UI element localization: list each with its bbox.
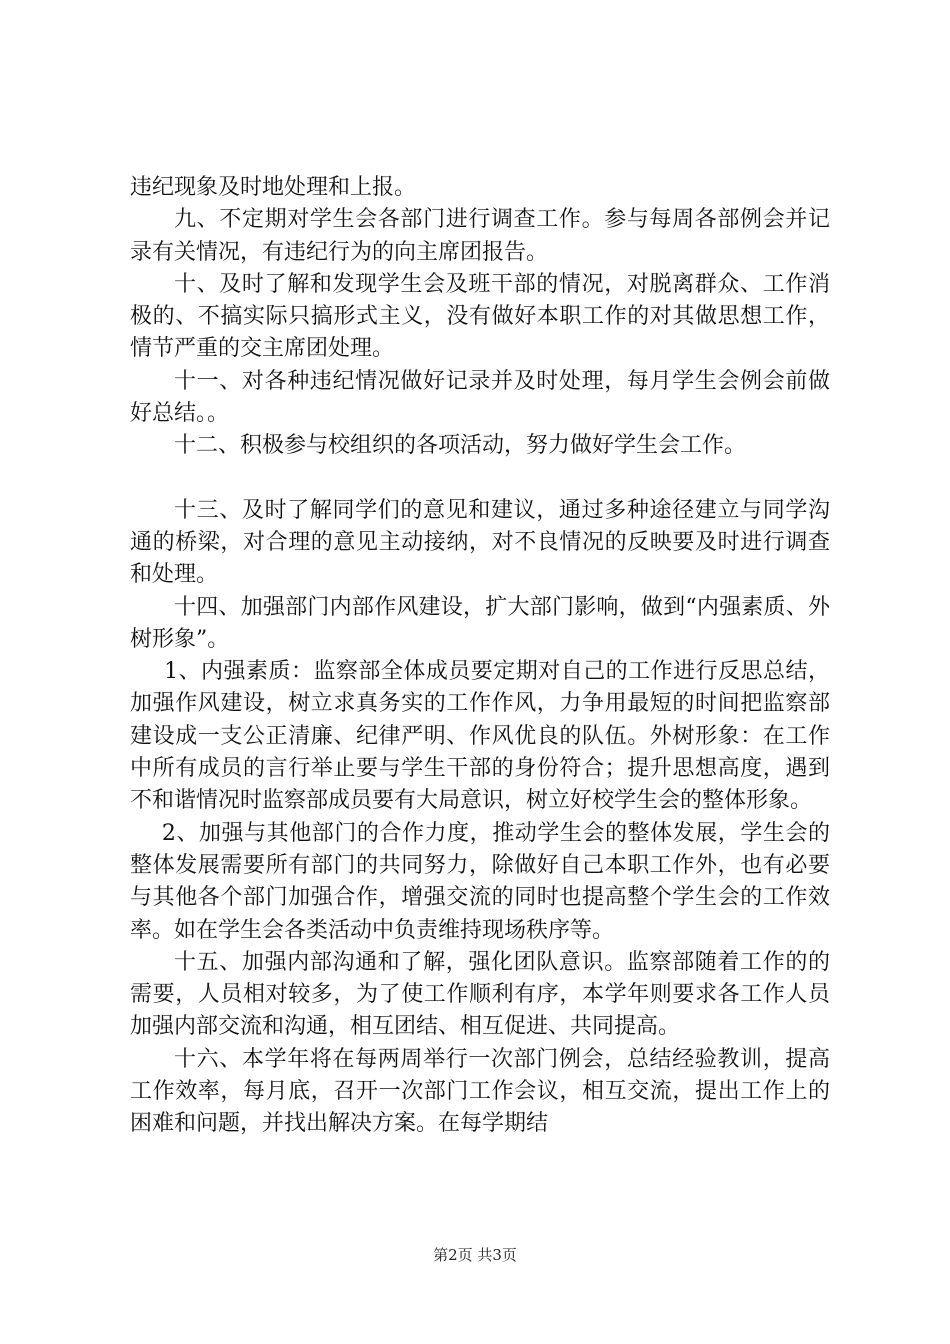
paragraph-continuation: 违纪现象及时地处理和上报。 — [130, 175, 417, 200]
paragraph-item-14: 十四、加强部门内部作风建设，扩大部门影响，做到“内强素质、外树形象”。 — [130, 594, 830, 652]
paragraph-item-12: 十二、积极参与校组织的各项活动，努力做好学生会工作。 — [174, 433, 747, 459]
document-body — [130, 172, 830, 1141]
paragraph-sub-item-2: 2、加强与其他部门的合作力度，推动学生会的整体发展，学生会的整体发展需要所有部门的共同努力，除做好自己本职工作外，也有必要与其他各个部门加强合作，增强交流的同时也提高整个学生会的工作效率。如在学生会各类活动中负责维持现场秩序等。 — [130, 820, 830, 943]
paragraph-item-10: 十、及时了解和发现学生会及班干部的情况，对脱离群众、工作消极的、不搞实际只搞形式主义，没有做好本职工作的对其做思想工作，情节严重的交主席团处理。 — [130, 271, 830, 362]
paragraph-item-13: 十三、及时了解同学们的意见和建议，通过多种途径建立与同学沟通的桥梁，对合理的意见主动接纳，对不良情况的反映要及时进行调查和处理。 — [130, 497, 830, 588]
paragraph-item-15: 十五、加强内部沟通和了解，强化团队意识。监察部随着工作的的需要，人员相对较多，为了使工作顺利有序，本学年则要求各工作人员加强内部交流和沟通，相互团结、相互促进、共同提高。 — [130, 949, 830, 1040]
paragraph-item-9: 九、不定期对学生会各部门进行调查工作。参与每周各部例会并记录有关情况，有违纪行为的向主席团报告。 — [130, 207, 830, 265]
paragraph-item-16: 十六、本学年将在每两周举行一次部门例会，总结经验教训，提高工作效率，每月底，召开一次部门工作会议，相互交流，提出工作上的困难和问题，并找出解决方案。在每学期结 — [130, 1046, 830, 1137]
page-footer — [0, 1244, 950, 1265]
paragraph-item-11: 十一、对各种违纪情况做好记录并及时处理，每月学生会例会前做好总结。。 — [130, 368, 830, 427]
paragraph-sub-item-1: 1、内强素质：监察部全体成员要定期对自己的工作进行反思总结，加强作风建设，树立求真务实的工作作风，力争用最短的时间把监察部建设成一支公正清廉、纪律严明、作风优良的队伍。外树形象：在工作中所有成员的言行举止要与学生干部的身份符合；提升思想高度，遇到不和谐情况时监察部成员要有大局意识，树立好校学生会的整体形象。 — [130, 659, 830, 814]
page-number-label: 第2页 共3页 — [433, 1246, 517, 1264]
